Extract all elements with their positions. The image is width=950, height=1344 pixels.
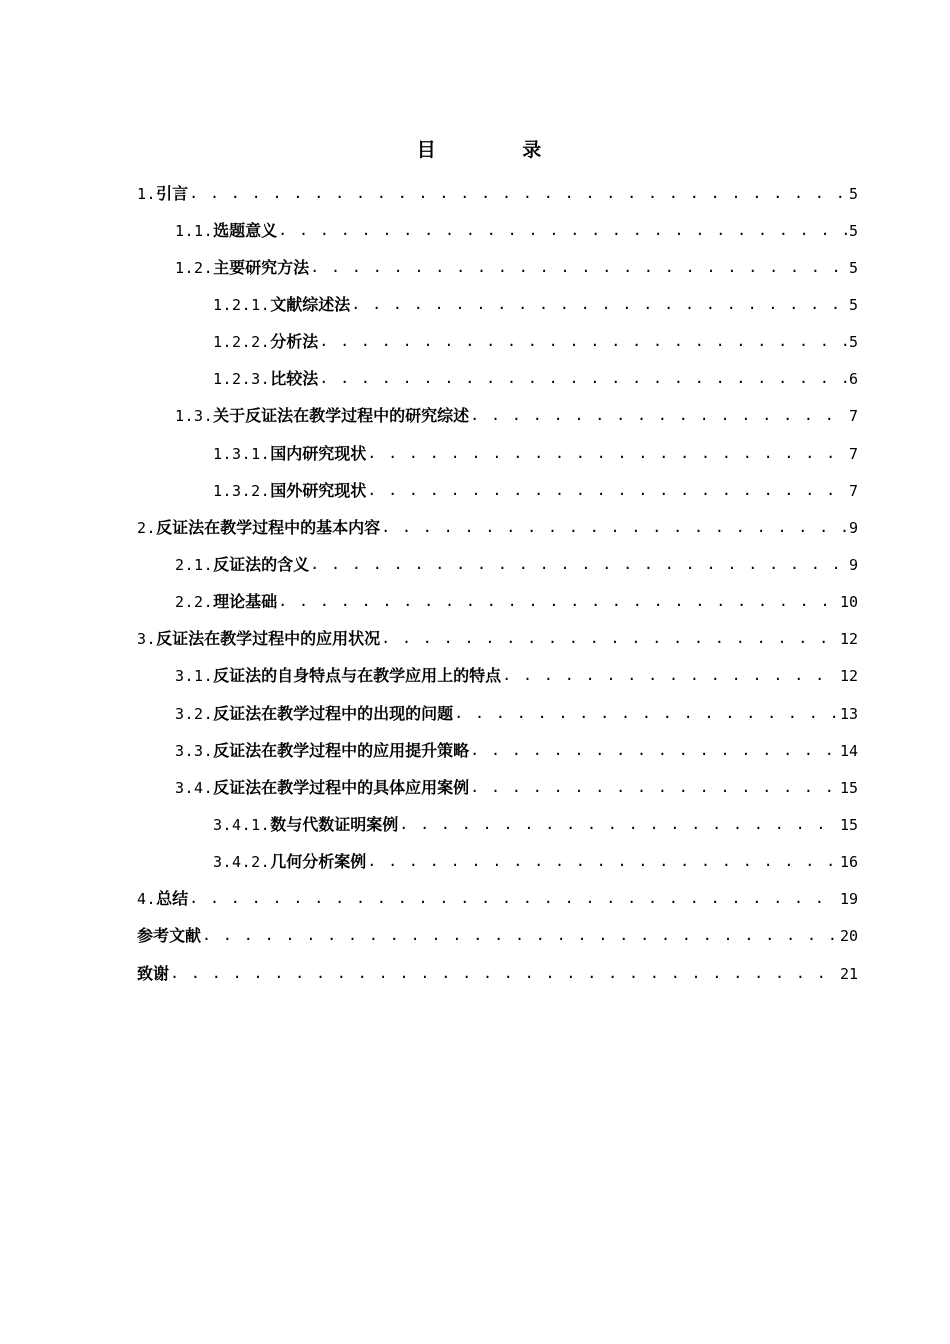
toc-entry-label: 比较法 — [270, 369, 319, 389]
toc-entry-row — [213, 442, 858, 466]
toc-entry-label: 几何分析案例 — [270, 852, 367, 872]
toc-entry-row — [213, 850, 858, 874]
toc-entry-label: 致谢 — [137, 963, 170, 983]
toc-entry-number: 1.1. — [175, 221, 214, 240]
toc-entry[interactable] — [0, 844, 950, 881]
toc-entry-row — [213, 330, 858, 354]
toc-entry-row — [213, 813, 858, 837]
toc-entry-number: 3.4. — [175, 778, 214, 797]
toc-entry-label: 选题意义 — [213, 220, 278, 240]
toc-entry-row — [175, 664, 858, 688]
toc-entry-label: 关于反证法在教学过程中的研究综述 — [213, 406, 470, 426]
toc-entry-page-number: 9 — [848, 518, 858, 537]
toc-entry-label: 反证法的自身特点与在教学应用上的特点 — [213, 666, 502, 686]
toc-dot-leader — [470, 775, 838, 799]
toc-entry[interactable] — [0, 955, 950, 992]
toc-entry-page-number: 9 — [848, 555, 858, 574]
toc-entry-page-number: 7 — [848, 444, 858, 463]
toc-entry-page-number: 13 — [839, 704, 858, 723]
toc-entry[interactable] — [0, 806, 950, 843]
toc-entry-row — [137, 924, 858, 948]
toc-dot-leader — [202, 923, 838, 947]
toc-entry-number: 4. — [137, 890, 157, 909]
toc-entry-row — [137, 516, 858, 540]
toc-dot-leader — [278, 589, 838, 613]
toc-entry-page-number: 15 — [839, 815, 858, 834]
toc-dot-leader — [381, 626, 838, 650]
toc-entry-row — [175, 702, 858, 726]
toc-entry[interactable] — [0, 584, 950, 621]
toc-dot-leader — [470, 738, 838, 762]
toc-dot-leader — [189, 886, 838, 910]
toc-entry[interactable] — [0, 212, 950, 249]
toc-entry-number: 3.4.1. — [213, 815, 271, 834]
toc-entry[interactable] — [0, 175, 950, 212]
toc-entry-number: 1.3.2. — [213, 481, 271, 500]
toc-entry-number: 3.1. — [175, 667, 214, 686]
toc-entry-number: 2. — [137, 518, 157, 537]
toc-entry[interactable] — [0, 324, 950, 361]
toc-dot-leader — [454, 701, 838, 725]
toc-entry-page-number: 5 — [848, 333, 858, 352]
toc-dot-leader — [189, 181, 847, 205]
toc-entry-label: 反证法在教学过程中的应用状况 — [156, 629, 381, 649]
toc-dot-leader — [470, 403, 847, 427]
toc-entry[interactable] — [0, 769, 950, 806]
toc-dot-leader — [310, 552, 847, 576]
toc-entry-row — [213, 367, 858, 391]
toc-entry-label: 总结 — [156, 889, 189, 909]
toc-entry-row — [137, 182, 858, 206]
toc-entry-number: 1.2.1. — [213, 295, 271, 314]
toc-entry-page-number: 16 — [839, 853, 858, 872]
toc-entry-label: 理论基础 — [213, 592, 278, 612]
toc-entry-page-number: 19 — [839, 890, 858, 909]
toc-entry-number: 1.2.3. — [213, 370, 271, 389]
toc-entry[interactable] — [0, 918, 950, 955]
toc-entry[interactable] — [0, 249, 950, 286]
toc-entry-page-number: 5 — [848, 221, 858, 240]
toc-entry-label: 反证法在教学过程中的基本内容 — [156, 517, 381, 537]
toc-entry-page-number: 21 — [839, 964, 858, 983]
toc-entry[interactable] — [0, 472, 950, 509]
toc-entry-row — [137, 962, 858, 986]
toc-dot-leader — [319, 366, 847, 390]
toc-dot-leader — [367, 849, 838, 873]
toc-entry[interactable] — [0, 881, 950, 918]
toc-dot-leader — [367, 441, 847, 465]
toc-dot-leader — [319, 329, 847, 353]
toc-entry-row — [175, 553, 858, 577]
toc-entry-row — [137, 887, 858, 911]
toc-entry-row — [175, 404, 858, 428]
toc-entry-row — [213, 479, 858, 503]
toc-entry-number: 1.2. — [175, 258, 214, 277]
toc-entry-page-number: 12 — [839, 667, 858, 686]
toc-entry-row — [213, 293, 858, 317]
toc-entry[interactable] — [0, 509, 950, 546]
toc-entry-row — [175, 739, 858, 763]
toc-dot-leader — [170, 961, 838, 985]
toc-dot-leader — [367, 478, 847, 502]
toc-entry-page-number: 5 — [848, 295, 858, 314]
toc-entry-number: 3.3. — [175, 741, 214, 760]
toc-entry-label: 主要研究方法 — [213, 257, 310, 277]
toc-dot-leader — [278, 218, 847, 242]
toc-entry[interactable] — [0, 695, 950, 732]
toc-entry-page-number: 10 — [839, 593, 858, 612]
toc-entry-page-number: 14 — [839, 741, 858, 760]
toc-entry-label: 引言 — [156, 183, 189, 203]
toc-dot-leader — [502, 663, 838, 687]
toc-entry-number: 1.3. — [175, 407, 214, 426]
toc-entry-number: 1.3.1. — [213, 444, 271, 463]
toc-entry-label: 反证法的含义 — [213, 554, 310, 574]
toc-dot-leader — [351, 292, 847, 316]
toc-entry-label: 反证法在教学过程中的应用提升策略 — [213, 740, 470, 760]
toc-entry-label: 国内研究现状 — [270, 443, 367, 463]
toc-entry[interactable] — [0, 361, 950, 398]
toc-entry-label: 分析法 — [270, 332, 319, 352]
toc-entry-number: 2.2. — [175, 593, 214, 612]
toc-entry-number: 3.2. — [175, 704, 214, 723]
toc-entry[interactable] — [0, 286, 950, 323]
toc-entry-page-number: 12 — [839, 630, 858, 649]
toc-entry-row — [175, 776, 858, 800]
toc-entry-label: 国外研究现状 — [270, 480, 367, 500]
toc-entry[interactable] — [0, 658, 950, 695]
toc-entry-number: 2.1. — [175, 555, 214, 574]
toc-entry-page-number: 7 — [848, 407, 858, 426]
toc-entry-number: 1. — [137, 184, 157, 203]
toc-dot-leader — [310, 255, 847, 279]
toc-title: 目 录 — [416, 139, 582, 161]
toc-entry[interactable] — [0, 732, 950, 769]
toc-entry[interactable] — [0, 546, 950, 583]
toc-entry-label: 反证法在教学过程中的具体应用案例 — [213, 777, 470, 797]
toc-entry-row — [175, 590, 858, 614]
toc-entry-number: 3.4.2. — [213, 853, 271, 872]
toc-entry-label: 参考文献 — [137, 926, 202, 946]
toc-dot-leader — [399, 812, 838, 836]
toc-list — [0, 175, 950, 992]
toc-entry[interactable] — [0, 398, 950, 435]
toc-entry-number: 1.2.2. — [213, 333, 271, 352]
toc-dot-leader — [381, 515, 847, 539]
toc-entry-page-number: 5 — [848, 184, 858, 203]
toc-entry-label: 数与代数证明案例 — [270, 814, 399, 834]
toc-entry-page-number: 20 — [839, 927, 858, 946]
toc-entry-page-number: 5 — [848, 258, 858, 277]
toc-entry[interactable] — [0, 435, 950, 472]
toc-entry-label: 反证法在教学过程中的出现的问题 — [213, 703, 454, 723]
toc-entry-row — [137, 627, 858, 651]
toc-entry-page-number: 7 — [848, 481, 858, 500]
toc-entry[interactable] — [0, 621, 950, 658]
toc-entry-number: 3. — [137, 630, 157, 649]
toc-entry-row — [175, 219, 858, 243]
toc-entry-page-number: 15 — [839, 778, 858, 797]
toc-entry-label: 文献综述法 — [270, 294, 351, 314]
toc-entry-page-number: 6 — [848, 370, 858, 389]
toc-entry-row — [175, 256, 858, 280]
